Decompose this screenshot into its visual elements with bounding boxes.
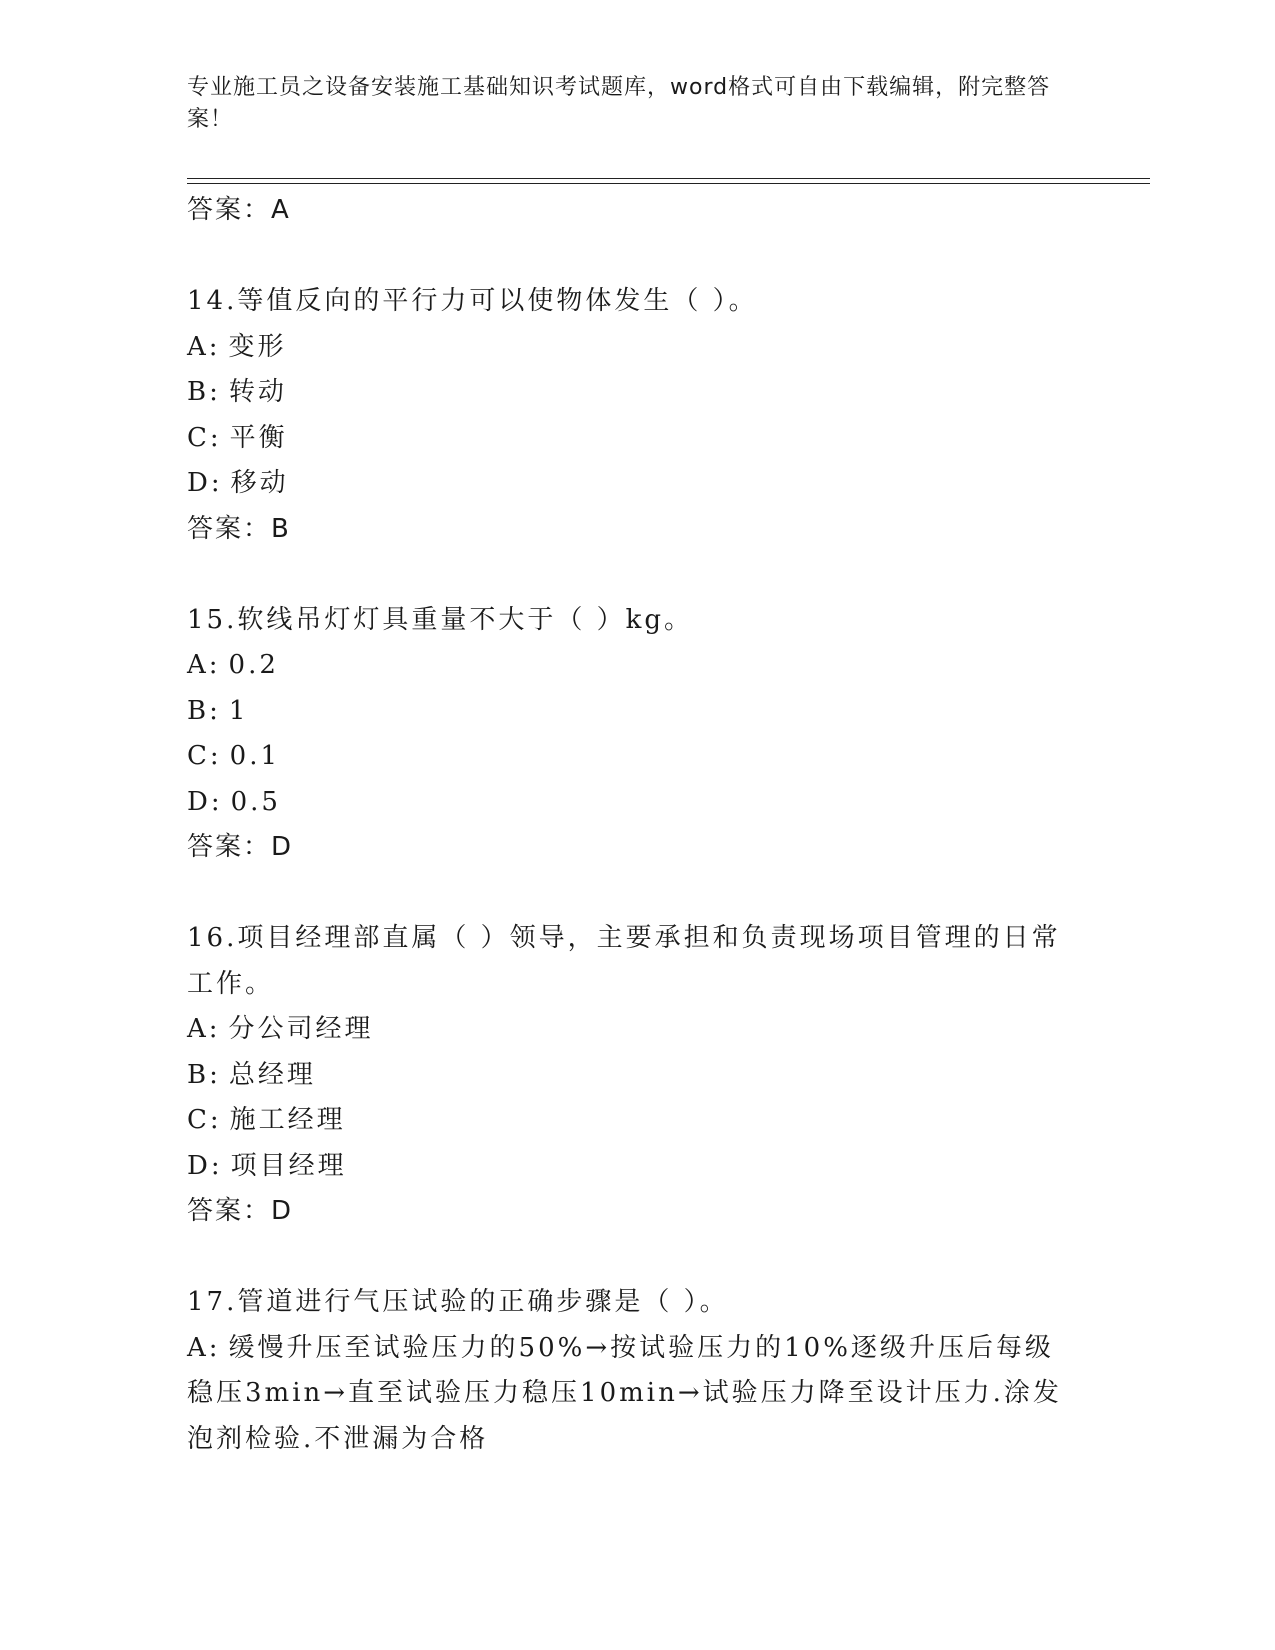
question-16 [187, 916, 1077, 1235]
option-text: 0.1 [229, 741, 281, 771]
option-b [187, 1053, 1077, 1099]
option-text: 项目经理 [230, 1150, 347, 1181]
option-d [187, 780, 1077, 826]
option-key: D: [187, 468, 223, 498]
option-c [187, 1098, 1077, 1144]
header-title: 专业施工员之设备安装施工基础知识考试题库，word格式可自由下载编辑，附完整答案！ [187, 75, 1051, 132]
answer: 答案：B [187, 513, 291, 544]
question-stem: 16.项目经理部直属（ ）领导，主要承担和负责现场项目管理的日常工作。 [187, 923, 1061, 999]
option-text: 缓慢升压至试验压力的50%→按试验压力的10%逐级升压后每级稳压3min→直至试验压力稳压10min→试验压力降至设计压力.涂发泡剂检验.不泄漏为合格 [187, 1332, 1062, 1454]
option-text: 总经理 [228, 1059, 316, 1090]
option-b [187, 370, 1077, 416]
option-key: C: [187, 1105, 222, 1135]
option-key: B: [187, 1059, 221, 1090]
option-text: 变形 [228, 331, 287, 362]
question-15 [187, 598, 1077, 871]
option-key: D: [187, 786, 223, 817]
option-text: 移动 [230, 468, 289, 498]
question-stem: 15.软线吊灯灯具重量不大于（ ）kg。 [187, 604, 694, 635]
option-key: C: [187, 741, 222, 771]
option-a [187, 325, 1077, 371]
option-text: 0.2 [228, 650, 279, 680]
previous-answer: 答案：A [187, 195, 291, 225]
option-d [187, 461, 1077, 507]
option-text: 1 [228, 695, 249, 726]
answer: 答案：D [187, 1196, 294, 1226]
option-key: A: [187, 331, 221, 362]
header-rule-bottom [187, 183, 1150, 184]
option-text: 施工经理 [229, 1105, 346, 1135]
option-a [187, 1326, 1077, 1463]
option-a [187, 1007, 1077, 1053]
question-14 [187, 279, 1077, 552]
question-stem: 17.管道进行气压试验的正确步骤是（ ）。 [187, 1287, 729, 1317]
option-text: 0.5 [230, 786, 281, 817]
option-c [187, 734, 1077, 780]
option-key: B: [187, 695, 221, 726]
option-a [187, 643, 1077, 689]
option-b [187, 689, 1077, 735]
option-c [187, 416, 1077, 462]
option-key: A: [187, 1014, 221, 1044]
option-key: A: [187, 650, 221, 680]
option-text: 转动 [228, 377, 287, 407]
option-key: A: [187, 1332, 221, 1363]
question-17 [187, 1280, 1077, 1462]
option-text: 分公司经理 [228, 1014, 374, 1044]
option-d [187, 1144, 1077, 1190]
header-rule-top [187, 178, 1150, 179]
option-key: C: [187, 422, 222, 453]
question-stem: 14.等值反向的平行力可以使物体发生（ ）。 [187, 286, 758, 316]
option-key: D: [187, 1150, 223, 1181]
answer: 答案：D [187, 832, 294, 862]
option-text: 平衡 [229, 422, 288, 453]
document-header [187, 72, 1067, 136]
option-key: B: [187, 377, 221, 407]
question-list [187, 188, 1077, 1462]
